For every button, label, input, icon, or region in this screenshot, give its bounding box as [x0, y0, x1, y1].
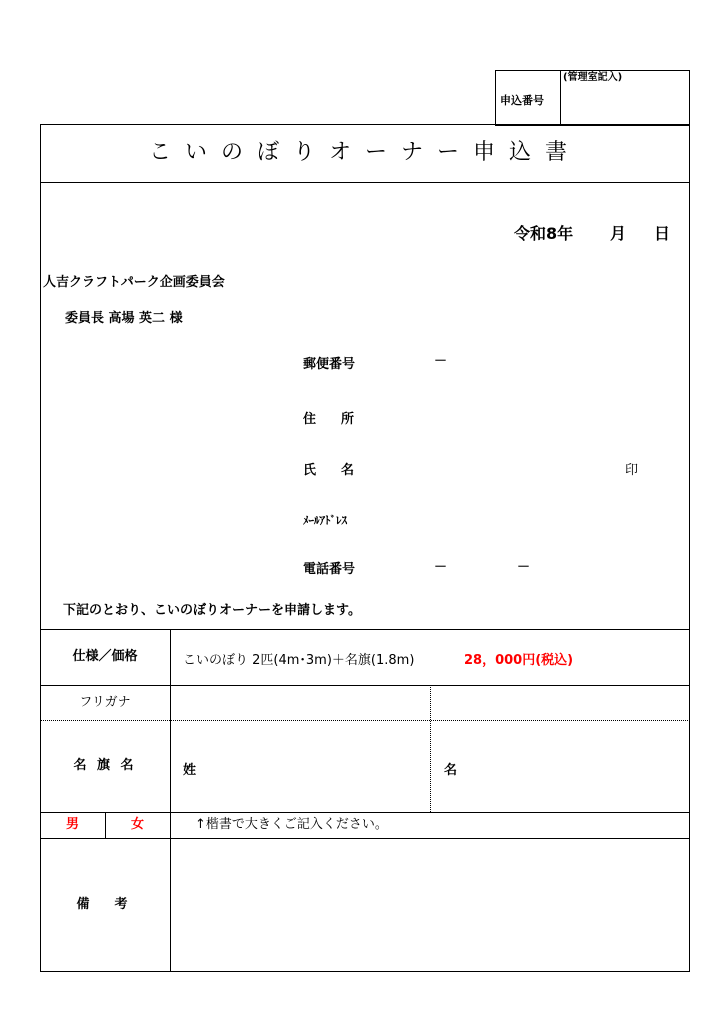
flag-name-label: 名 旗 名 — [73, 758, 137, 773]
email-field[interactable] — [380, 505, 680, 529]
handwriting-instruction: ↑楷書で大きくご記入ください。 — [195, 817, 388, 832]
name-field[interactable] — [380, 452, 610, 476]
postal-code-field[interactable] — [380, 346, 580, 370]
name-label: 氏 名 — [303, 463, 361, 478]
gender-female-option[interactable]: 女 — [130, 817, 144, 832]
phone-dash-2: － — [517, 560, 531, 575]
surname-field[interactable] — [200, 724, 426, 808]
seal-mark: 印 — [625, 463, 639, 478]
spec-price-label: 仕様／価格 — [72, 649, 138, 664]
title-underline — [40, 182, 690, 183]
furigana-label: フリガナ — [79, 695, 131, 710]
email-label: ﾒｰﾙｱﾄﾞﾚｽ — [303, 514, 347, 527]
surname-label: 姓 — [183, 763, 197, 778]
office-use-divider — [560, 70, 561, 126]
table-left-column-divider — [170, 629, 171, 972]
remarks-field[interactable] — [172, 840, 688, 970]
recipient-org: 人吉クラフトパーク企画委員会 — [43, 275, 225, 290]
postal-code-dash: － — [434, 354, 448, 369]
spec-description: こいのぼり 2匹(4m･3m)＋名旗(1.8m) — [183, 653, 415, 668]
application-number-field[interactable] — [562, 82, 688, 124]
furigana-given-field[interactable] — [432, 687, 688, 718]
remarks-label: 備 考 — [76, 897, 134, 912]
furigana-surname-field[interactable] — [172, 687, 428, 718]
gender-male-option[interactable]: 男 — [65, 817, 79, 832]
address-field[interactable] — [380, 400, 680, 424]
postal-code-label: 郵便番号 — [303, 357, 356, 372]
date-month: 月 — [610, 224, 627, 243]
address-label: 住 所 — [303, 412, 361, 427]
office-use-note: (管理室記入) — [563, 72, 623, 83]
date-era-year: 令和8年 — [514, 224, 574, 243]
spec-price: 28，000円(税込) — [464, 653, 574, 668]
application-number-label: 申込番号 — [500, 94, 544, 107]
application-statement: 下記のとおり、こいのぼりオーナーを申請します。 — [63, 603, 361, 618]
phone-dash-1: － — [434, 560, 448, 575]
form-title: こいのぼりオーナー申込書 — [148, 140, 581, 165]
given-name-label: 名 — [444, 763, 458, 778]
given-name-field[interactable] — [462, 724, 686, 808]
date-day: 日 — [654, 224, 671, 243]
phone-field[interactable] — [380, 551, 580, 575]
phone-label: 電話番号 — [303, 562, 356, 577]
name-column-divider — [430, 685, 431, 812]
recipient-person: 委員長 高場 英二 様 — [65, 311, 183, 326]
